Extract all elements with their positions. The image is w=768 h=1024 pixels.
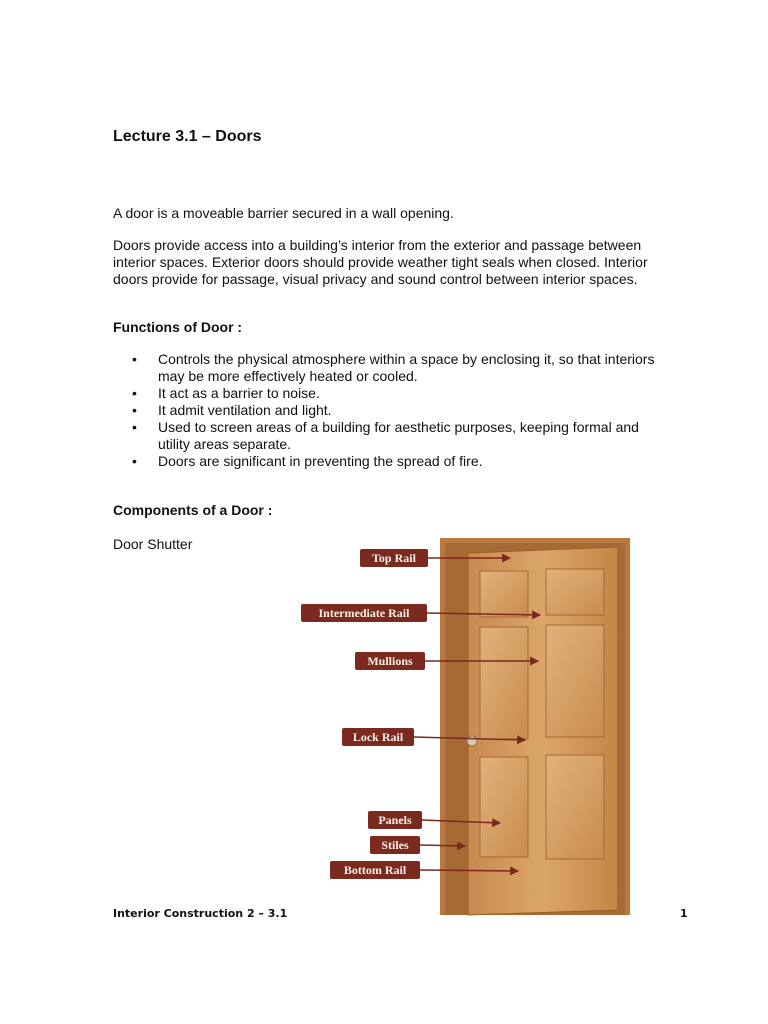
door-panel bbox=[546, 625, 604, 737]
label-text: Bottom Rail bbox=[343, 863, 407, 877]
functions-heading: Functions of Door : bbox=[113, 319, 243, 335]
list-item-text: It admit ventilation and light. bbox=[158, 402, 332, 418]
door-panel bbox=[546, 569, 604, 615]
description-paragraph bbox=[113, 237, 713, 288]
list-item bbox=[113, 402, 713, 419]
label-text: Intermediate Rail bbox=[318, 606, 410, 620]
functions-list bbox=[113, 351, 713, 470]
intro-paragraph: A door is a moveable barrier secured in a wall opening. bbox=[113, 205, 454, 221]
list-item-text: It act as a barrier to noise. bbox=[158, 385, 320, 401]
components-heading: Components of a Door : bbox=[113, 502, 273, 518]
label-text: Stiles bbox=[381, 838, 409, 852]
page-title: Lecture 3.1 – Doors bbox=[113, 128, 262, 145]
list-item bbox=[113, 419, 713, 453]
bullet-icon: • bbox=[132, 453, 137, 469]
paragraph-line: Doors provide access into a building’s interior from the exterior and passage between bbox=[113, 237, 642, 253]
paragraph-line: doors provide for passage, visual privacy and sound control between interior spaces. bbox=[113, 271, 638, 287]
door-panel bbox=[546, 755, 604, 859]
label-text: Lock Rail bbox=[352, 730, 404, 744]
door-leaf bbox=[467, 547, 618, 915]
bullet-icon: • bbox=[132, 385, 137, 401]
label-text: Top Rail bbox=[372, 551, 416, 565]
label-text: Mullions bbox=[367, 654, 413, 668]
door-diagram bbox=[300, 535, 645, 920]
door-panel bbox=[480, 571, 528, 617]
list-item-text: Used to screen areas of a building for aesthetic purposes, keeping formal and bbox=[158, 419, 639, 435]
door-panel bbox=[480, 627, 528, 739]
list-item-text: may be more effectively heated or cooled. bbox=[158, 368, 418, 384]
page-number: 1 bbox=[680, 907, 688, 920]
door-knob-icon bbox=[467, 736, 477, 746]
list-item-text: Controls the physical atmosphere within a space by enclosing it, so that interiors bbox=[158, 351, 655, 367]
door-shutter-label: Door Shutter bbox=[113, 536, 193, 552]
bullet-icon: • bbox=[132, 351, 137, 367]
footer-course-label: Interior Construction 2 – 3.1 bbox=[113, 907, 288, 920]
list-item bbox=[113, 385, 713, 402]
list-item-text: utility areas separate. bbox=[158, 436, 292, 452]
door-panel bbox=[480, 757, 528, 857]
paragraph-line: interior spaces. Exterior doors should provide weather tight seals when closed. Interior bbox=[113, 254, 648, 270]
bullet-icon: • bbox=[132, 402, 137, 418]
list-item bbox=[113, 351, 713, 385]
list-item-text: Doors are significant in preventing the spread of fire. bbox=[158, 453, 483, 469]
list-item bbox=[113, 453, 713, 470]
label-text: Panels bbox=[378, 813, 412, 827]
bullet-icon: • bbox=[132, 419, 137, 435]
